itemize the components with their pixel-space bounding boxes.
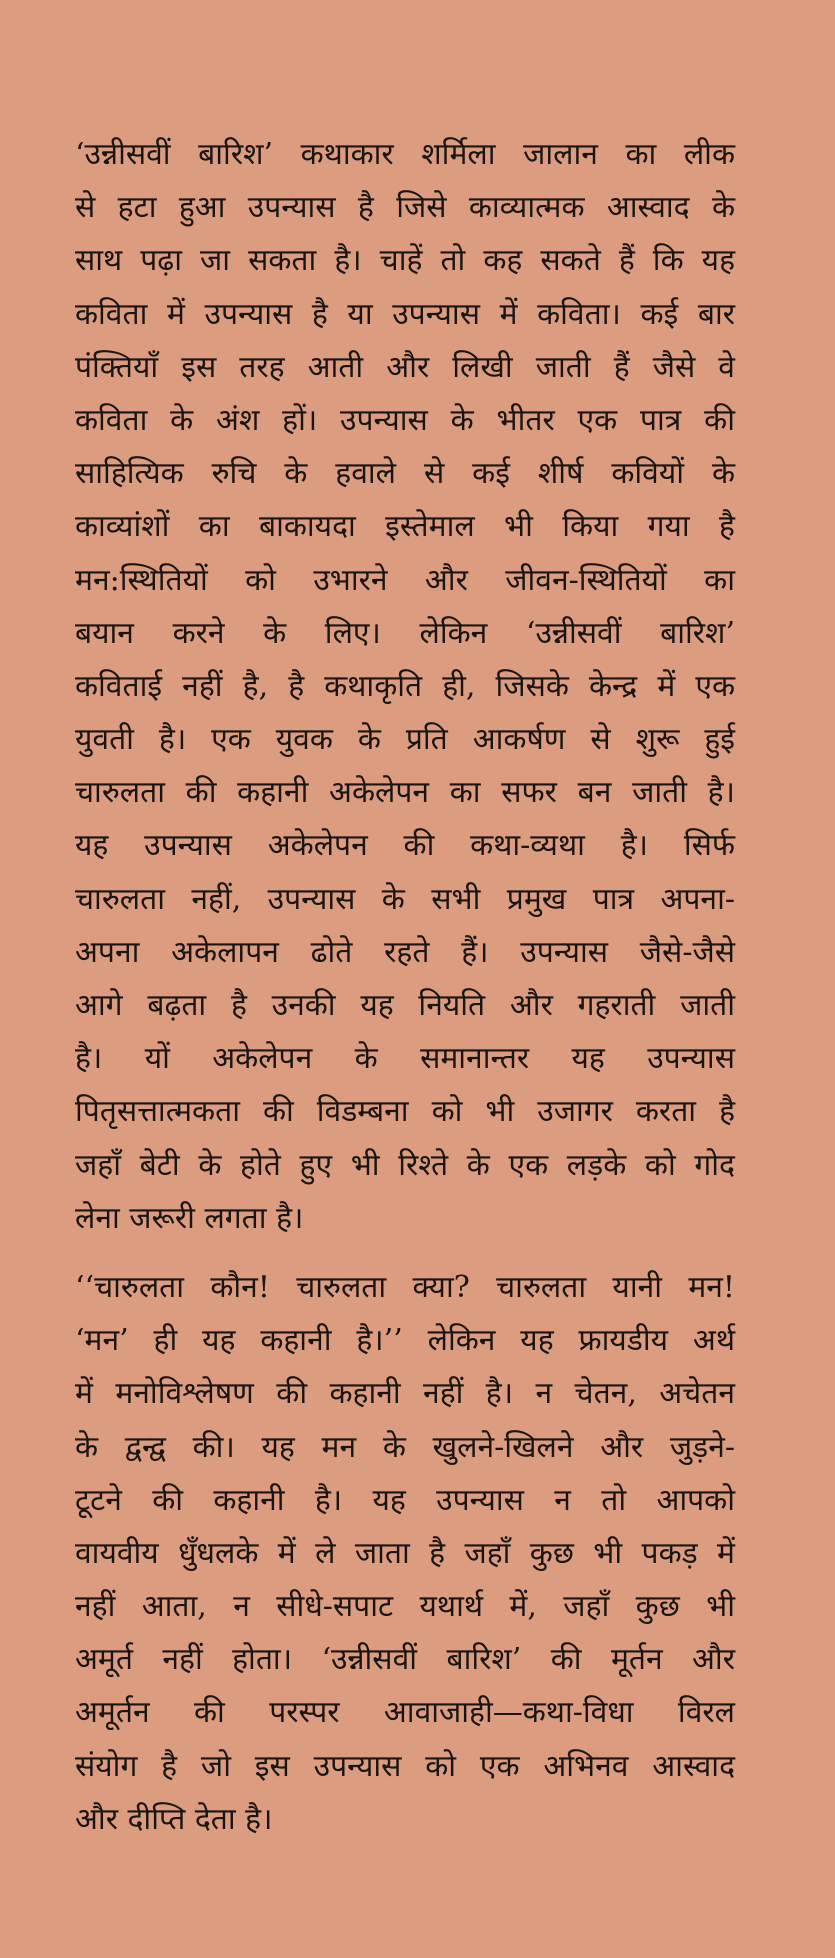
text-line: कविता में उपन्यास है या उपन्यास में कविता। कई बार bbox=[75, 296, 735, 332]
text-line: यह उपन्यास अकेलेपन की कथा-व्यथा है। सिर्फ bbox=[75, 828, 735, 864]
text-line: अमूर्त नहीं होता। ‘उन्नीसवीं बारिश’ की मूर्तन और bbox=[75, 1642, 735, 1678]
text-line: संयोग है जो इस उपन्यास को एक अभिनव आस्वाद bbox=[75, 1748, 735, 1784]
paragraph-1 bbox=[75, 128, 735, 1245]
text-line: आगे बढ़ता है उनकी यह नियति और गहराती जाती bbox=[75, 988, 735, 1023]
text-line: मन:स्थितियों को उभारने और जीवन-स्थितियों का bbox=[75, 562, 735, 598]
text-line: नहीं आता, न सीधे-सपाट यथार्थ में, जहाँ कुछ भी bbox=[75, 1589, 735, 1625]
text-line: बयान करने के लिए। लेकिन ‘उन्नीसवीं बारिश’ bbox=[75, 615, 735, 651]
text-line: है। यों अकेलेपन के समानान्तर यह उपन्यास bbox=[75, 1041, 735, 1077]
paragraph-gap bbox=[75, 1245, 735, 1261]
text-line: टूटने की कहानी है। यह उपन्यास न तो आपको bbox=[75, 1482, 735, 1518]
text-line: ‘‘चारुलता कौन! चारुलता क्या? चारुलता यानी मन! bbox=[75, 1269, 735, 1305]
text-line: पितृसत्तात्मकता की विडम्बना को भी उजागर करता है bbox=[75, 1094, 735, 1130]
text-line: चारुलता की कहानी अकेलेपन का सफर बन जाती है। bbox=[75, 775, 735, 811]
text-line: चारुलता नहीं, उपन्यास के सभी प्रमुख पात्र अपना- bbox=[75, 881, 735, 917]
text-line: युवती है। एक युवक के प्रति आकर्षण से शुरू हुई bbox=[75, 722, 735, 758]
text-line: कविता के अंश हों। उपन्यास के भीतर एक पात्र की bbox=[75, 402, 735, 438]
text-line: से हटा हुआ उपन्यास है जिसे काव्यात्मक आस्वाद के bbox=[75, 190, 735, 226]
text-line: के द्वन्द्व की। यह मन के खुलने-खिलने और जुड़ने- bbox=[75, 1429, 735, 1465]
text-line: जहाँ बेटी के होते हुए भी रिश्ते के एक लड़के को गोद bbox=[75, 1147, 735, 1183]
text-line: काव्यांशों का बाकायदा इस्तेमाल भी किया गया है bbox=[75, 509, 735, 545]
text-line: में मनोविश्लेषण की कहानी नहीं है। न चेतन, अचेतन bbox=[75, 1376, 735, 1412]
text-line: साथ पढ़ा जा सकता है। चाहें तो कह सकते हैं कि यह bbox=[75, 243, 735, 279]
text-line: अमूर्तन की परस्पर आवाजाही—कथा-विधा विरल bbox=[75, 1695, 735, 1731]
text-line: वायवीय धुँधलके में ले जाता है जहाँ कुछ भी पकड़ में bbox=[75, 1535, 735, 1571]
text-line: ‘उन्नीसवीं बारिश’ कथाकार शर्मिला जालान का लीक bbox=[75, 137, 735, 172]
paragraph-2 bbox=[75, 1261, 735, 1846]
text-line: लेना जरूरी लगता है। bbox=[75, 1200, 304, 1236]
text-line: साहित्यिक रुचि के हवाले से कई शीर्ष कवियों के bbox=[75, 456, 735, 492]
text-line: ‘मन’ ही यह कहानी है।’’ लेकिन यह फ्रायडीय अर्थ bbox=[75, 1323, 735, 1359]
text-line: अपना अकेलापन ढोते रहते हैं। उपन्यास जैसे-जैसे bbox=[75, 934, 735, 970]
text-line: कविताई नहीं है, है कथाकृति ही, जिसके केन्द्र में एक bbox=[75, 668, 735, 704]
text-line: और दीप्ति देता है। bbox=[75, 1801, 273, 1837]
text-line: पंक्तियाँ इस तरह आती और लिखी जाती हैं जैसे वे bbox=[75, 349, 735, 385]
book-blurb bbox=[75, 128, 735, 1846]
